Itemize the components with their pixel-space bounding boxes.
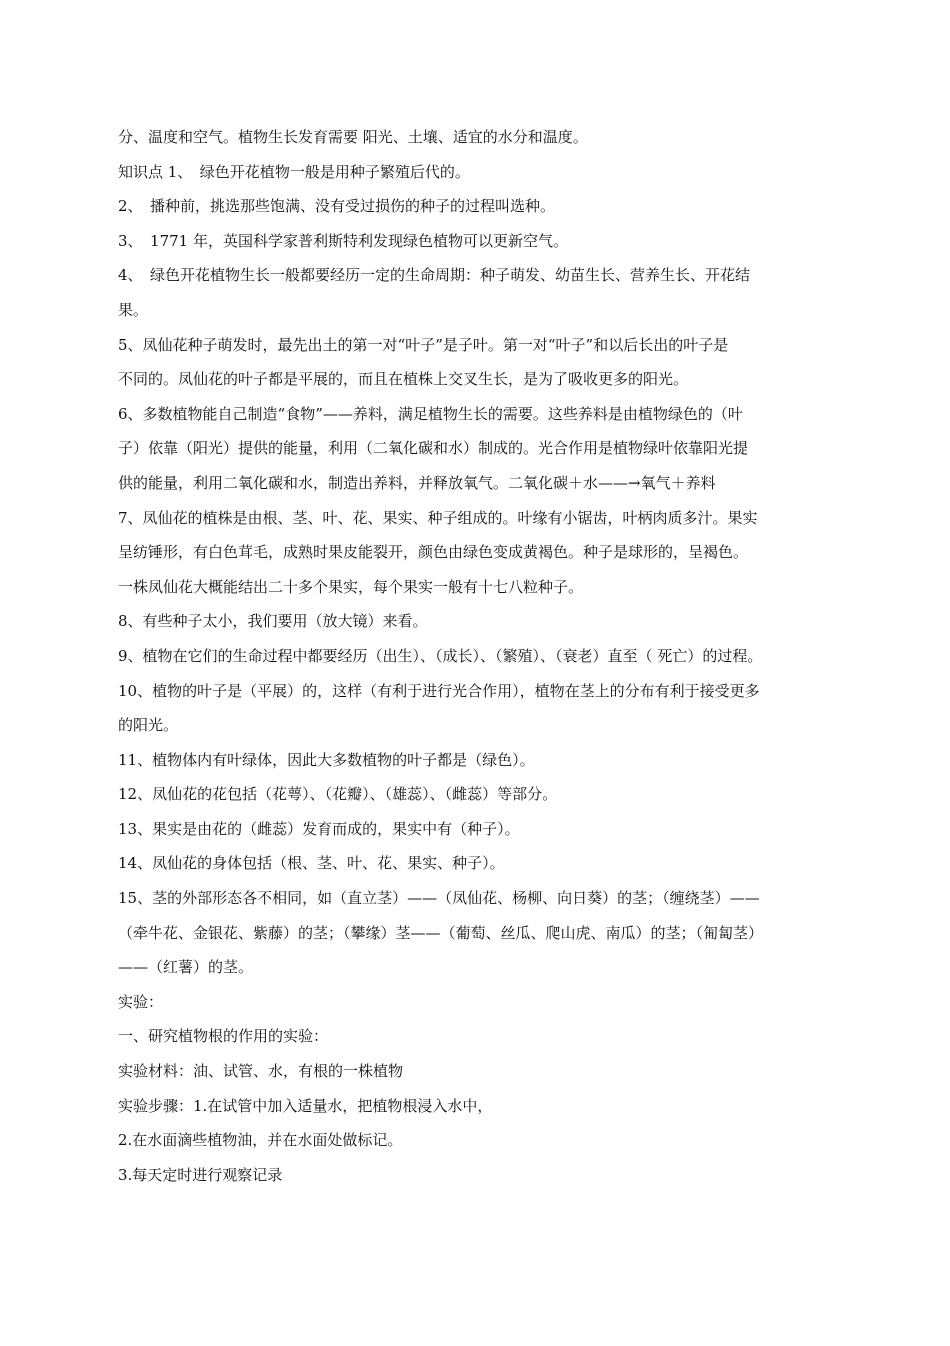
text-line: 11、植物体内有叶绿体，因此大多数植物的叶子都是（绿色）。: [118, 750, 535, 769]
experiment-title: 一、研究植物根的作用的实验：: [118, 1027, 329, 1046]
text-line: 的阳光。: [118, 716, 179, 735]
text-line: 子）依靠（阳光）提供的能量，利用（二氧化碳和水）制成的。光合作用是植物绿叶依靠阳光提: [118, 439, 749, 458]
text-line: 8、有些种子太小，我们要用（放大镜）来看。: [118, 612, 428, 631]
text-line: 15、茎的外部形态各不相同，如（直立茎）——（凤仙花、杨柳、向日葵）的茎；（缠绕茎）——: [118, 889, 760, 908]
experiment-step: 实验步骤：1.在试管中加入适量水，把植物根浸入水中，: [118, 1096, 493, 1115]
section-heading: 实验：: [118, 992, 164, 1011]
text-line: 14、凤仙花的身体包括（根、茎、叶、花、果实、种子）。: [118, 854, 505, 873]
text-line: 供的能量，利用二氧化碳和水，制造出养料，并释放氧气。二氧化碳＋水——→氧气＋养料: [118, 473, 716, 492]
experiment-step: 3.每天定时进行观察记录: [118, 1165, 283, 1184]
text-line: 9、植物在它们的生命过程中都要经历（出生）、（成长）、（繁殖）、（衰老）直至（ 死亡）的过程。: [118, 646, 763, 665]
experiment-materials: 实验材料：油、试管、水，有根的一株植物: [118, 1062, 404, 1081]
text-line: 4、 绿色开花植物生长一般都要经历一定的生命周期：种子萌发、幼苗生长、营养生长、开花结: [118, 266, 751, 285]
text-line: （牵牛花、金银花、紫藤）的茎；（攀缘）茎——（葡萄、丝瓜、爬山虎、南瓜）的茎；（匍匐茎）: [118, 923, 764, 942]
document-page: [118, 120, 838, 1192]
text-line: 呈纺锤形，有白色茸毛，成熟时果皮能裂开，颜色由绿色变成黄褐色。种子是球形的，呈褐色。: [118, 543, 749, 562]
experiment-step: 2.在水面滴些植物油，并在水面处做标记。: [118, 1131, 403, 1150]
text-line: 6、多数植物能自己制造“食物”——养料，满足植物生长的需要。这些养料是由植物绿色的（叶: [118, 404, 743, 423]
text-line: 5、凤仙花种子萌发时，最先出土的第一对“叶子”是子叶。第一对“叶子”和以后长出的叶子是: [118, 335, 729, 354]
text-line: 3、 1771 年，英国科学家普利斯特利发现绿色植物可以更新空气。: [118, 231, 568, 250]
text-line: 一株凤仙花大概能结出二十多个果实，每个果实一般有十七八粒种子。: [118, 577, 584, 596]
text-line: 13、果实是由花的（雌蕊）发育而成的，果实中有（种子）。: [118, 819, 520, 838]
text-line: ——（红薯）的茎。: [118, 958, 254, 977]
text-line: 12、凤仙花的花包括（花萼）、（花瓣）、（雄蕊）、（雌蕊）等部分。: [118, 785, 558, 804]
text-line: 不同的。凤仙花的叶子都是平展的，而且在植株上交叉生长，是为了吸收更多的阳光。: [118, 370, 689, 389]
text-line: 2、 播种前，挑选那些饱满、没有受过损伤的种子的过程叫选种。: [118, 197, 556, 216]
text-line: 知识点 1、 绿色开花植物一般是用种子繁殖后代的。: [118, 162, 470, 181]
text-line: 7、凤仙花的植株是由根、茎、叶、花、果实、种子组成的。叶缘有小锯齿，叶柄肉质多汁。果实: [118, 508, 758, 527]
text-line: 果。: [118, 300, 149, 319]
text-line: 10、植物的叶子是（平展）的，这样（有利于进行光合作用），植物在茎上的分布有利于接受更多: [118, 681, 760, 700]
text-line: 分、温度和空气。植物生长发育需要 阳光、土壤、适宜的水分和温度。: [118, 128, 588, 146]
